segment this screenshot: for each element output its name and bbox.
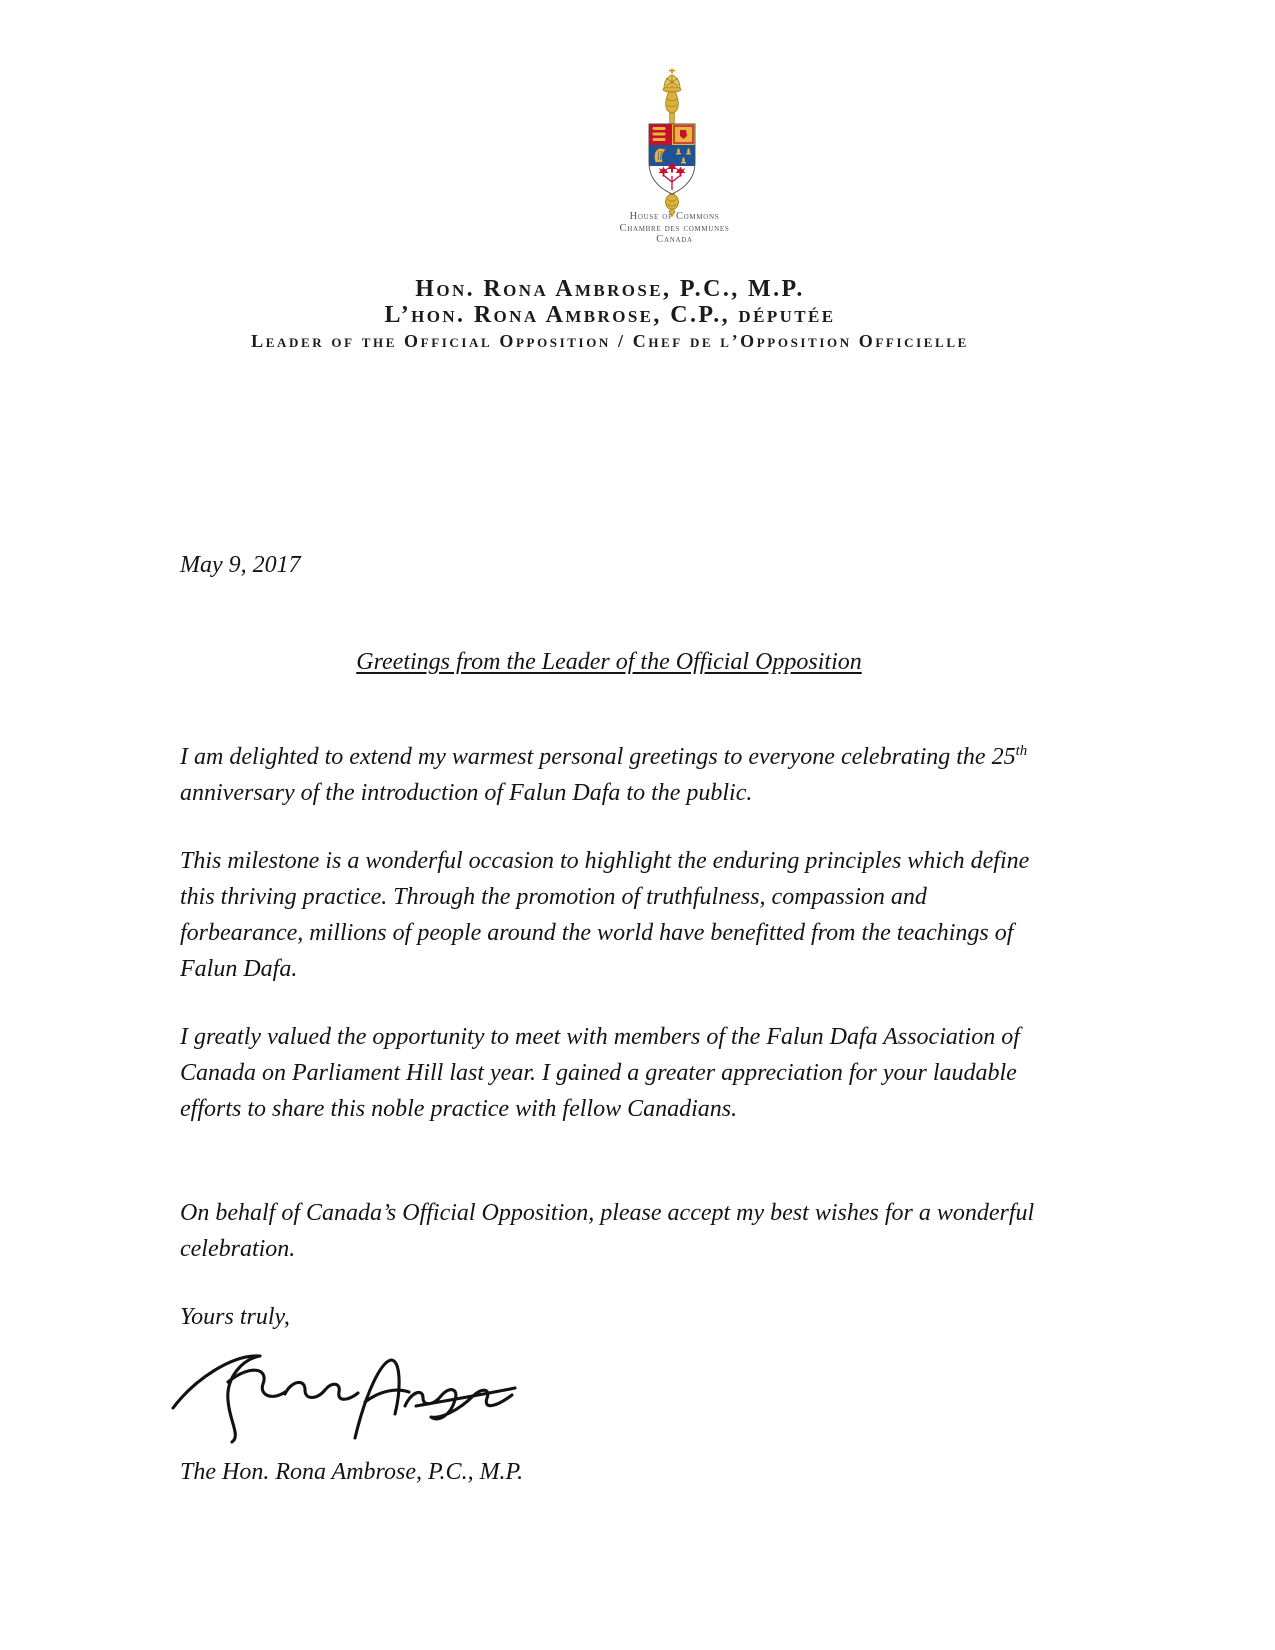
member-title: Leader of the Official Opposition / Chef de l’Opposition Officielle bbox=[251, 331, 969, 351]
letterhead-name-block bbox=[0, 276, 1220, 354]
paragraph-2: This milestone is a wonderful occasion to highlight the enduring principles which define this thriving practice. Through the promotion of truthfulness, compassion and forbearance, millions of people around the world have benefitted from the teachings of Falun Dafa. bbox=[180, 848, 1030, 982]
member-name-en: Hon. Rona Ambrose, P.C., M.P. bbox=[415, 276, 805, 302]
org-name-fr: Chambre des communes bbox=[619, 222, 730, 234]
paragraph-1-text: I am delighted to extend my warmest personal greetings to everyone celebrating the 25 bbox=[180, 744, 1016, 770]
org-name-en: House of Commons bbox=[629, 211, 720, 222]
letter-subject-text: Greetings from the Leader of the Official Opposition bbox=[356, 649, 862, 675]
closing-salutation: Yours truly, bbox=[180, 1304, 290, 1330]
letter-date: May 9, 2017 bbox=[180, 552, 301, 578]
paragraph-1-text-cont: anniversary of the introduction of Falun Dafa to the public. bbox=[180, 780, 753, 806]
org-country: Canada bbox=[656, 234, 693, 245]
signature-image bbox=[168, 1344, 520, 1450]
letter-subject bbox=[180, 644, 1038, 680]
house-of-commons-crest-icon bbox=[632, 68, 712, 218]
paragraph-3: I greatly valued the opportunity to meet with members of the Falun Dafa Association of Canada on Parliament Hill last year. I gained a greater appreciation for your laudable efforts to share this noble practice with fellow Canadians. bbox=[180, 1024, 1020, 1122]
paragraph-1 bbox=[180, 739, 1038, 811]
letterhead-org-block bbox=[552, 211, 797, 246]
signoff-name: The Hon. Rona Ambrose, P.C., M.P. bbox=[180, 1459, 524, 1485]
paragraph-4: On behalf of Canada’s Official Opposition, please accept my best wishes for a wonderful celebration. bbox=[180, 1200, 1035, 1262]
member-name-fr: L’hon. Rona Ambrose, C.P., députée bbox=[384, 302, 836, 328]
paragraph-1-ordinal: th bbox=[1015, 743, 1028, 759]
